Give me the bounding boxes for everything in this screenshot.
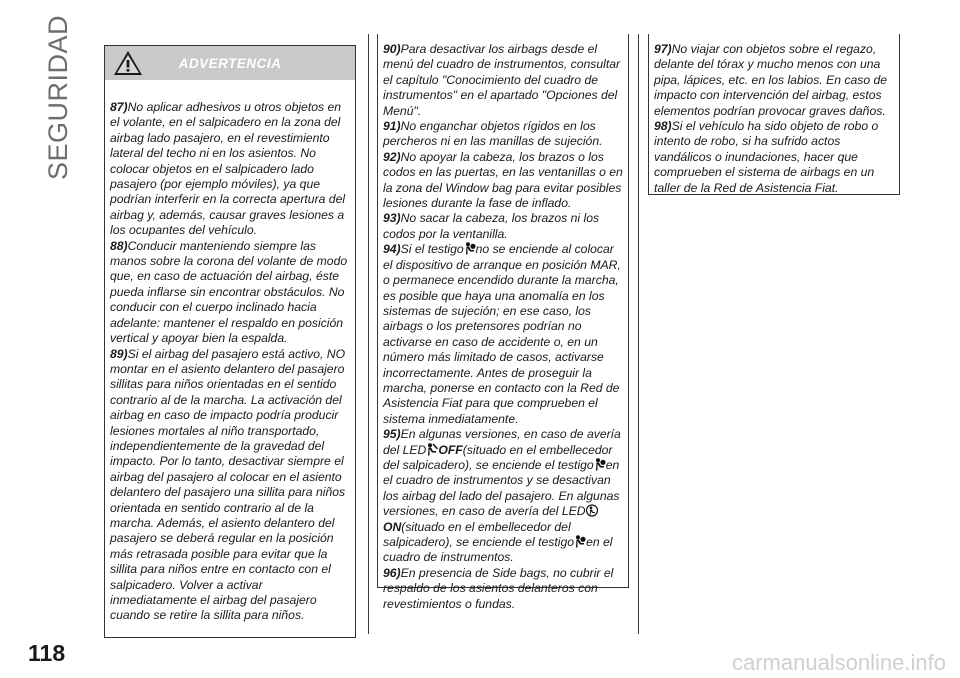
warning-title: ADVERTENCIA: [178, 55, 282, 71]
column-divider: [368, 34, 369, 634]
note-88: 88)Conducir manteniendo siempre las manos sobre la corona del volante de modo que, en caso de actuación del airbag, éste pueda inflarse sin encontrar obstáculos. No conducir con el cuerpo inclinado hacia adelante: mantener el respaldo en posición vertical y apoyar bien la espalda.: [110, 238, 348, 346]
note-90: 90)Para desactivar los airbags desde el menú del cuadro de instrumentos, consultar el capítulo "Conocimiento del cuadro de instrumentos" en el apartado "Opciones del Menú".: [383, 42, 621, 118]
warning-col1-text: [105, 80, 355, 624]
warning-col2-text: [378, 34, 628, 612]
warning-box: [104, 45, 356, 638]
watermark: carmanualsonline.info: [731, 650, 946, 675]
note-95: 95)En algunas versiones, en caso de avería del LED OFF(situado en el embellecedor del salpicadero), se enciende el testigo en el cuadro de instrumentos y se desactivan los airbag del lado del pasajero. En algunas versiones, en caso de avería del LEDON(situado en el embellecedor del salpicadero), se enciende el testigo en el cuadro de instrumentos.: [383, 427, 621, 565]
note-93: 93)No sacar la cabeza, los brazos ni los codos por la ventanilla.: [383, 211, 600, 241]
note-94: 94)Si el testigo no se enciende al colocar el dispositivo de arranque en posición MAR, o permanece encendido durante la marcha, es posible que haya una anomalía en los sistemas de sujeción; en ese caso, los airbags o los pretensores podrían no activarse en caso de accidente o, en un número más limitado de casos, activarse incorrectamente. Antes de proseguir la marcha, ponerse en contacto con la Red de Asistencia Fiat para que comprueben el sistema inmediatamente.: [383, 242, 621, 426]
section-label: [24, 14, 94, 180]
column-divider: [638, 34, 639, 634]
note-87: 87)No aplicar adhesivos u otros objetos en el volante, en el salpicadero en la zona del airbag lado pasajero, en el revestimiento lateral del techo ni en los asientos. No colocar objetos en el salpicadero lado pasajero (por ejemplo móviles), ya que podrían interferir en la correcta apertura del airbag y, además, causar graves lesiones a los ocupantes del vehículo.: [110, 100, 346, 238]
note-91: 91)No enganchar objetos rígidos en los percheros ni en las manillas de sujeción.: [383, 119, 603, 149]
passenger-airbag-on-icon: [586, 504, 598, 517]
airbag-warning-icon: [574, 535, 586, 548]
note-92: 92)No apoyar la cabeza, los brazos o los codos en las puertas, en las ventanillas o en la zona del Window bag para evitar posibles lesiones durante la fase de inflado.: [383, 149, 623, 211]
section-title: SEGURIDAD: [43, 14, 74, 180]
warning-box-continued: [648, 34, 900, 195]
warning-header: [105, 46, 355, 80]
note-96: 96)En presencia de Side bags, no cubrir el respaldo de los asientos delanteros con revestimientos o fundas.: [383, 565, 614, 611]
warning-box-continued: [377, 34, 629, 611]
note-97: 97)No viajar con objetos sobre el regazo, delante del tórax y mucho menos con una pipa, lápices, etc. en los labios. En caso de impacto con intervención del airbag, estos elementos podrían provocar graves daños.: [654, 42, 888, 118]
warning-triangle-icon: [113, 50, 143, 76]
airbag-warning-icon: [594, 458, 606, 471]
page-number: 118: [28, 640, 66, 666]
airbag-warning-icon: [464, 242, 476, 255]
passenger-airbag-off-icon: [426, 443, 438, 456]
note-89: 89)Si el airbag del pasajero está activo, NO montar en el asiento delantero del pasajero sillitas para niños orientadas en el sentido contrario al de la marcha. La activación del airbag en caso de impacto podría producir lesiones mortales al niño transportado, independientemente de la gravedad del impacto. Por lo tanto, desactivar siempre el airbag del pasajero al colocar en el asiento delantero del pasajero una sillita para niños orientada en sentido contrario al de la marcha. Además, el asiento delantero del pasajero se deberá regular en la posición más retrasada posible para evitar que la sillita para niños entre en contacto con el salpicadero. Volver a activar inmediatamente el airbag del pasajero cuando se retire la sillita para niños.: [110, 346, 346, 623]
warning-col3-text: [649, 34, 899, 196]
note-98: 98)Si el vehículo ha sido objeto de robo o intento de robo, si ha sufrido actos vandálicos o inundaciones, hacer que comprueben el sistema de airbags en un taller de la Red de Asistencia Fiat.: [654, 119, 879, 195]
